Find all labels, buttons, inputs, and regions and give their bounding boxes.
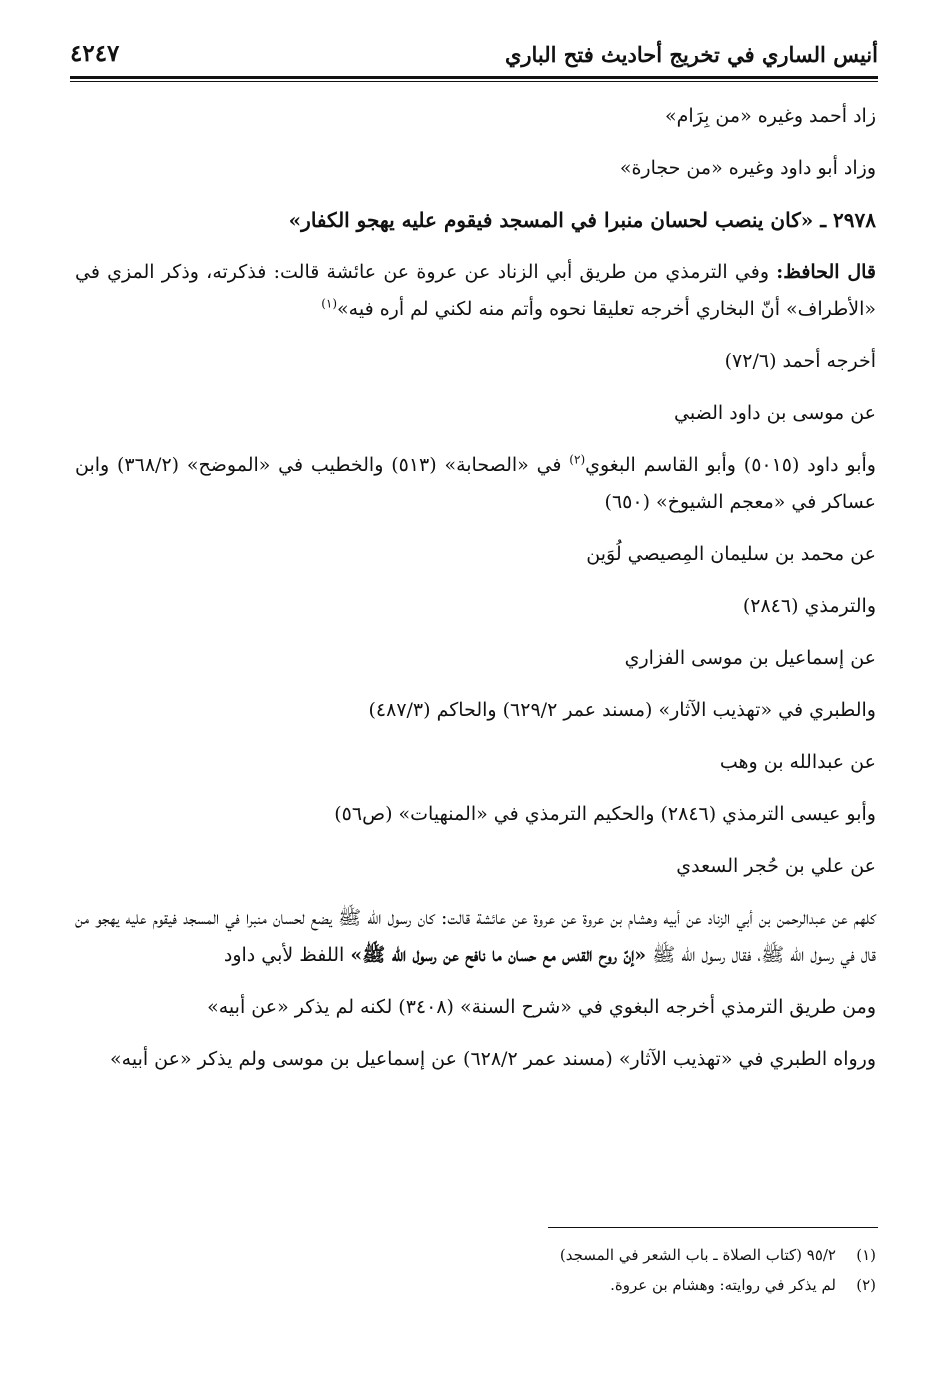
header-rule-thin [70, 81, 878, 82]
footnote-ref-1[interactable]: (١) [321, 296, 338, 311]
hadith-heading: ٢٩٧٨ ـ «كان ينصب لحسان منبرا في المسجد فيقوم عليه يهجو الكفار» [288, 208, 876, 232]
footnote-number: (١) [856, 1246, 876, 1264]
abudawud-text-b: في «الصحابة» (٥١٣) والخطيب في «الموضح» (٣٦٨/٢) وابن عساكر في «معجم الشيوخ» (٦٥٠) [75, 454, 876, 513]
text-line: وأبو عيسى الترمذي (٢٨٤٦) والحكيم الترمذي في «المنهيات» (ص٥٦) [334, 803, 876, 825]
text-line: عن علي بن حُجر السعدي [676, 855, 876, 877]
text-line: عن محمد بن سليمان المِصيصي لُوَين [586, 543, 876, 565]
footnote-number: (٢) [856, 1276, 876, 1294]
main-text [75, 98, 876, 1093]
tabari-paragraph: ورواه الطبري في «تهذيب الآثار» (مسند عمر ٦٢٨/٢) عن إسماعيل بن موسى ولم يذكر «عن أبيه» [110, 1048, 876, 1070]
hafiz-paragraph [75, 254, 876, 328]
text-line: أخرجه أحمد (٧٢/٦) [724, 350, 876, 372]
footnote-ref-2[interactable]: (٢) [569, 452, 586, 467]
running-header-title: أنيس الساري في تخريج أحاديث فتح الباري [504, 42, 878, 67]
abudawud-text-a: وأبو داود (٥٠١٥) وأبو القاسم البغوي [585, 454, 876, 476]
footnotes [200, 1240, 876, 1300]
page-number: ٤٢٤٧ [70, 40, 120, 67]
header-rule-thick [70, 76, 878, 79]
abudawud-paragraph [75, 447, 876, 521]
text-line: زاد أحمد وغيره «من بِرَام» [664, 105, 876, 127]
kulluhum-text-a: كلهم عن عبدالرحمن بن أبي الزناد عن أبيه وهشام بن عروة عن عروة عن عائشة قالت: كان رسول الله ﷺ يضع لحسان منبرا في المسجد فيقوم عليه يهجو من قال في رسول الله ﷺ، فقال رسول الله ﷺ [75, 907, 876, 966]
hadith-quote-bold: «إنّ روح القدس مع حسان ما نافح عن رسول الله ﷺ» [350, 944, 647, 966]
text-line: والطبري في «تهذيب الآثار» (مسند عمر ٦٢٩/٢) والحاكم (٤٨٧/٣) [368, 699, 876, 721]
footnote-text: ٩٥/٢ (كتاب الصلاة ـ باب الشعر في المسجد) [559, 1246, 836, 1264]
footnote-2 [200, 1270, 876, 1300]
hafiz-text: وفي الترمذي من طريق أبي الزناد عن عروة عن عائشة قالت: فذكرته، وذكر المزي في «الأطراف» أنّ البخاري أخرجه تعليقا نحوه وأتم منه لكني لم أره فيه» [75, 261, 876, 320]
hafiz-label: قال الحافظ: [776, 261, 877, 283]
footnote-1 [200, 1240, 876, 1270]
kulluhum-paragraph [75, 900, 876, 974]
text-line: عن موسى بن داود الضبي [674, 402, 876, 424]
baghawi-paragraph: ومن طريق الترمذي أخرجه البغوي في «شرح السنة» (٣٤٠٨) لكنه لم يذكر «عن أبيه» [207, 996, 876, 1018]
footnote-text: لم يذكر في روايته: وهشام بن عروة. [610, 1276, 836, 1294]
footnote-separator [548, 1227, 878, 1228]
text-line: والترمذي (٢٨٤٦) [742, 595, 876, 617]
text-line: عن عبدالله بن وهب [719, 751, 876, 773]
text-line: وزاد أبو داود وغيره «من حجارة» [619, 157, 876, 179]
text-line: عن إسماعيل بن موسى الفزاري [624, 647, 876, 669]
kulluhum-text-c: اللفظ لأبي داود [223, 944, 351, 966]
